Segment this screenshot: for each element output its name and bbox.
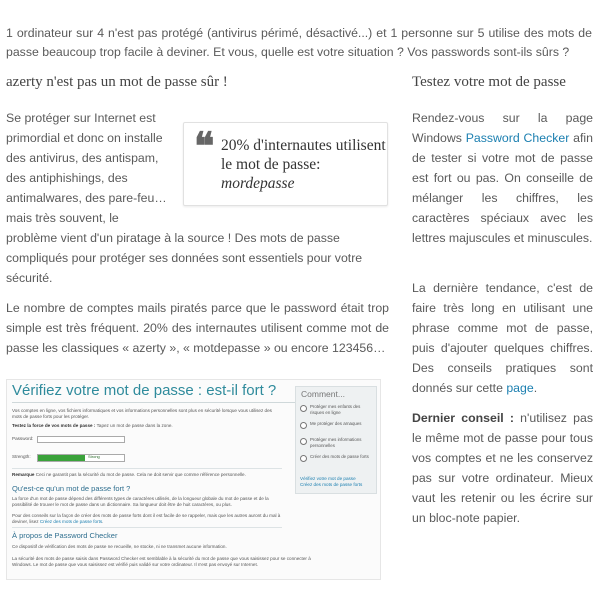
sidebar-item-children[interactable]	[300, 404, 374, 417]
screenshot-title: Vérifiez votre mot de passe : est-il fort ?	[12, 382, 277, 399]
text-line: Se protéger sur Internet est	[6, 111, 156, 125]
sidebar-item-strong-passwords[interactable]	[300, 454, 374, 467]
left-paragraph-2: Le nombre de comptes mails piratés parce que le password était trop simple est très fréquent. 20% des internautes utilisent comme mot de passe les classiques « azerty », « motdepasse » ou encore 123456…	[6, 301, 389, 355]
quote-text	[221, 136, 386, 193]
text-line: des antiphishings, des	[6, 171, 128, 185]
right-paragraph-1	[412, 108, 593, 248]
remark-bold: Remarque	[12, 472, 35, 477]
right-heading: Testez votre mot de passe	[412, 74, 566, 90]
left-paragraph-1-wrapped	[6, 108, 176, 228]
intro-paragraph: 1 ordinateur sur 4 n'est pas protégé (antivirus périmé, désactivé...) et 1 personne sur 5 utilise des mots de passe beaucoup trop facile à deviner. Et vous, quelle est votre situation ? Vos passwords sont-ils sûrs ?	[6, 26, 592, 59]
tips-page-link[interactable]: page	[506, 381, 534, 395]
quote-text-emphasis: mordepasse	[221, 175, 295, 192]
about-line-2: La sécurité des mots de passe saisis dans Password Checker est semblable à la sécurité du mot de passe que vous saisissez pour se connecter à	[12, 556, 311, 561]
remark-line	[12, 472, 246, 478]
text-run: .	[533, 381, 538, 395]
about-line-3: Windows. Le mot de passe que vous saisissez est vérifié puis validé sur votre ordinateur. Il n'est pas envoyé sur Internet.	[12, 562, 259, 567]
strength-fill	[38, 455, 85, 461]
right-paragraph-3	[412, 408, 593, 528]
sidebar-title: Comment...	[301, 389, 345, 399]
comment-sidebar	[295, 386, 377, 494]
text-run: Rendez-vous sur la page Windows	[412, 111, 593, 145]
divider	[12, 468, 282, 469]
text-line: antimalwares, des pare-feu…	[6, 191, 167, 205]
text-run: n'utilisez pas le même mot de passe pour tous vos comptes et ne les conservez pas sur votre ordinateur. Mieux vaut les retenir ou les écrire sur un bloc-note papier.	[412, 411, 594, 525]
remark-rest: Ceci ne garantit pas la sécurité du mot de passe. Cela ne doit servir que comme référence personnelle.	[34, 472, 246, 477]
screenshot-desc-1: Vos comptes en ligne, vos fichiers informatiques et vos informations personnelles sont plus en sécurité lorsque vous utilisez des	[12, 408, 272, 413]
test-rest: Tapez un mot de passe dans la zone.	[95, 423, 173, 428]
text-line: des antivirus, des antispam,	[6, 151, 159, 165]
strong-password-heading: Qu'est-ce qu'un mot de passe fort ?	[12, 484, 131, 493]
arrow-circle-icon	[300, 405, 307, 412]
about-heading: À propos de Password Checker	[12, 531, 118, 540]
test-bold: Testez la force de vos mots de passe :	[12, 423, 96, 428]
create-passwords-link[interactable]: Créez des mots de passe forts	[39, 519, 103, 524]
strength-text: Strong	[88, 454, 100, 459]
sidebar-item-label: Protéger mes informations personnelles	[310, 437, 362, 448]
quote-mark-icon: ❝	[194, 126, 215, 168]
text-run: La dernière tendance, c'est de faire très long en utilisant une phrase comme mot de passe, puis d'ajouter quelques chiffres. Des conseils pratiques sont donnés sur cette	[412, 281, 593, 395]
last-tip-label: Dernier conseil :	[412, 411, 514, 425]
text-line: mais très souvent, le	[6, 211, 119, 225]
left-paragraph-1-rest: problème vient d'un piratage à la source ! Des mots de passe compliqués pour protéger ses données sont essentiels pour votre sécurité.	[6, 231, 363, 285]
password-label: Password:	[12, 436, 34, 441]
q-line-3: Pour des conseils sur la façon de créer des mots de passe forts dont il est facile de se rappeler, mais que les autres auront du mal à	[12, 513, 281, 518]
q-line-4-end: .	[102, 519, 104, 524]
sidebar-item-label: Créer des mots de passe forts	[310, 454, 369, 459]
q-line-4-text: deviner, lisez	[12, 519, 40, 524]
minus-circle-icon	[300, 455, 307, 462]
strength-label: Strength:	[12, 454, 31, 459]
q-line-4	[12, 519, 103, 525]
arrow-circle-icon	[300, 438, 307, 445]
screenshot-test-line	[12, 423, 173, 429]
strength-meter	[37, 454, 125, 462]
quote-text-main: 20% d'internautes utilisent le mot de passe:	[221, 137, 386, 173]
password-input[interactable]	[37, 436, 125, 443]
sidebar-item-scams[interactable]	[300, 421, 374, 434]
arrow-circle-icon	[300, 422, 307, 429]
sidebar-item-label: Protéger mes enfants des risques en ligne	[310, 404, 361, 415]
check-password-link[interactable]: Vérifiez votre mot de passe	[300, 476, 356, 481]
create-strong-passwords-link[interactable]: Créez des mots de passe forts	[300, 482, 363, 487]
q-line-2: possibilité de trouver le mot de passe dans un dictionnaire. Sa longueur doit être de huit caractères, ou plus.	[12, 502, 232, 507]
sidebar-item-personal-info[interactable]	[300, 437, 374, 450]
pull-quote	[183, 122, 388, 206]
sidebar-item-label: Me protéger des arnaques	[310, 421, 362, 426]
password-checker-link[interactable]: Password Checker	[465, 131, 570, 145]
divider	[12, 527, 282, 528]
password-checker-screenshot	[6, 379, 381, 580]
q-line-1: La force d'un mot de passe dépend des différents types de caractères utilisés, de la longueur globale du mot de passe et de la	[12, 496, 269, 501]
right-paragraph-2	[412, 278, 593, 398]
about-line-1: Ce dispositif de vérification des mots de passe ne recueille, ne stocke, ni ne transmet aucune information.	[12, 544, 227, 549]
screenshot-desc-2: mots de passe forts pour les protéger.	[12, 414, 90, 419]
text-line: primordial et donc on installe	[6, 131, 163, 145]
left-heading: azerty n'est pas un mot de passe sûr !	[6, 74, 228, 90]
text-run: afin de tester si votre mot de passe est fort ou pas. On conseille de mélanger les chiffres, les caractères spéciaux avec les lettres majuscules et minuscules.	[412, 131, 593, 245]
